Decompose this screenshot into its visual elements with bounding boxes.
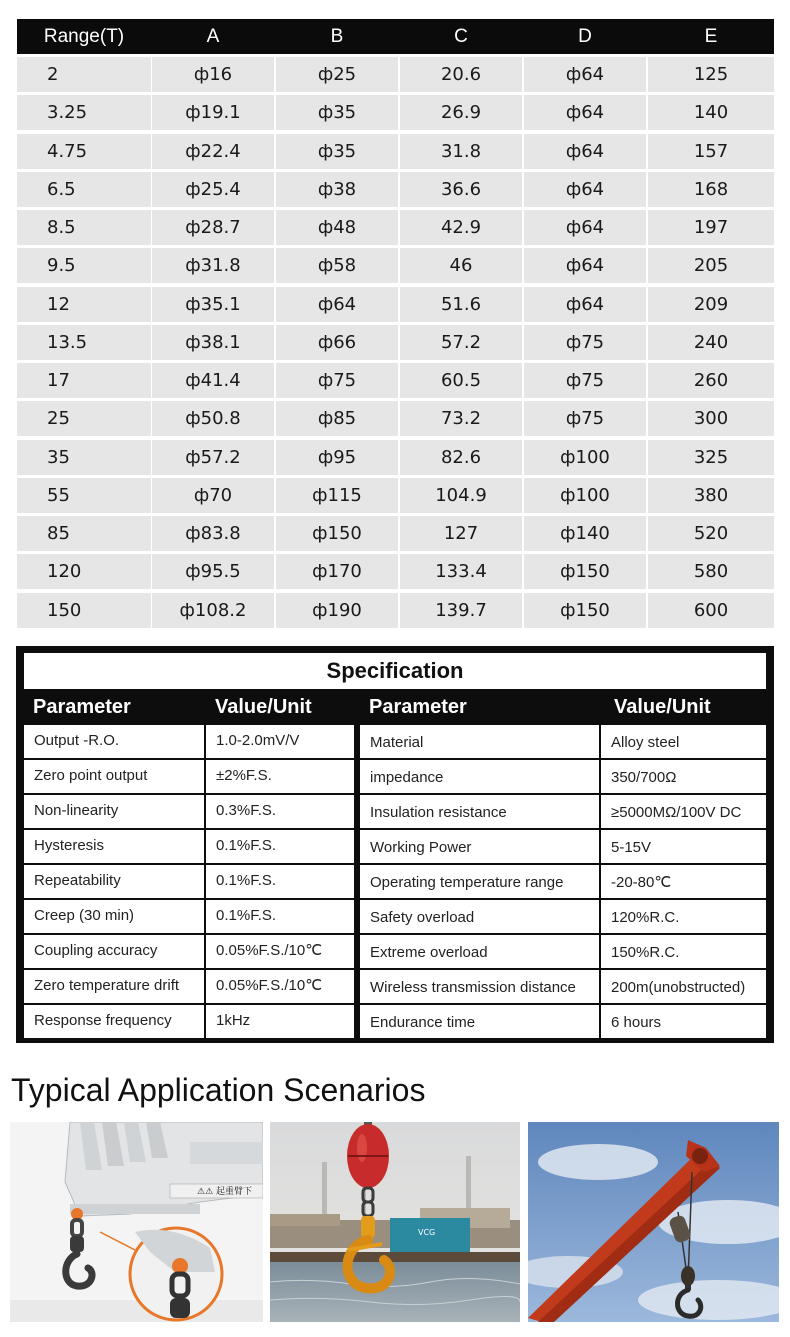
cell-c: 127 [400, 516, 522, 551]
cell-d: ф75 [524, 363, 646, 398]
table-row [17, 554, 774, 589]
spec-cell-parameter-right: impedance [360, 760, 599, 793]
spec-cell-parameter-right: Extreme overload [360, 935, 599, 968]
table-row [17, 401, 774, 436]
cell-c: 26.9 [400, 95, 522, 130]
spec-cell-parameter-left: Zero temperature drift [24, 970, 204, 1003]
table-row [17, 478, 774, 513]
boom-warning-label: ⚠⚠ 起重臂下 [197, 1187, 252, 1197]
spec-cell-value-left: 1.0-2.0mV/V [206, 725, 354, 758]
cell-range: 55 [17, 478, 151, 513]
cell-range: 2 [17, 57, 151, 92]
cell-b: ф75 [276, 363, 398, 398]
spec-cell-parameter-right: Working Power [360, 830, 599, 863]
building-sign: VCG [418, 1228, 436, 1237]
cell-d: ф64 [524, 95, 646, 130]
spec-cell-value-right: 5-15V [601, 830, 766, 863]
cell-d: ф75 [524, 401, 646, 436]
cell-b: ф64 [276, 287, 398, 322]
spec-cell-value-right: 150%R.C. [601, 935, 766, 968]
cell-a: ф19.1 [152, 95, 274, 130]
cell-d: ф100 [524, 478, 646, 513]
table-row [17, 210, 774, 245]
cell-e: 125 [648, 57, 774, 92]
cell-d: ф64 [524, 210, 646, 245]
cell-c: 36.6 [400, 172, 522, 207]
header-b: B [330, 26, 344, 47]
cell-a: ф95.5 [152, 554, 274, 589]
cell-b: ф35 [276, 95, 398, 130]
spec-cell-value-right: 350/700Ω [601, 760, 766, 793]
cell-c: 42.9 [400, 210, 522, 245]
header-e: E [704, 26, 718, 47]
spec-cell-parameter-left: Repeatability [24, 865, 204, 898]
cell-b: ф85 [276, 401, 398, 436]
spec-cell-parameter-right: Operating temperature range [360, 865, 599, 898]
cell-range: 4.75 [17, 134, 151, 169]
spec-cell-parameter-right: Insulation resistance [360, 795, 599, 828]
spec-cell-value-left: 0.1%F.S. [206, 865, 354, 898]
cell-b: ф150 [276, 516, 398, 551]
cell-range: 150 [17, 593, 151, 628]
table-row [17, 248, 774, 283]
spec-cell-parameter-right: Endurance time [360, 1005, 599, 1038]
applications-title: Typical Application Scenarios [11, 1072, 426, 1108]
cell-a: ф41.4 [152, 363, 274, 398]
spec-cell-value-left: 0.05%F.S./10℃ [206, 970, 354, 1003]
cell-range: 9.5 [17, 248, 151, 283]
cell-range: 12 [17, 287, 151, 322]
cell-range: 120 [17, 554, 151, 589]
spec-cell-parameter-left: Creep (30 min) [24, 900, 204, 933]
cell-b: ф170 [276, 554, 398, 589]
cell-c: 57.2 [400, 325, 522, 360]
cell-d: ф64 [524, 57, 646, 92]
spec-header-parameter-right: Parameter [369, 696, 467, 718]
spec-cell-value-right: 120%R.C. [601, 900, 766, 933]
table-row [17, 440, 774, 475]
table-row [17, 287, 774, 322]
cell-c: 46 [400, 248, 522, 283]
cell-e: 325 [648, 440, 774, 475]
table-row [17, 516, 774, 551]
header-c: C [454, 26, 468, 47]
cell-c: 31.8 [400, 134, 522, 169]
cell-d: ф64 [524, 172, 646, 207]
cell-a: ф28.7 [152, 210, 274, 245]
spec-cell-parameter-left: Output -R.O. [24, 725, 204, 758]
cell-e: 140 [648, 95, 774, 130]
spec-cell-value-right: ≥5000MΩ/100V DC [601, 795, 766, 828]
cell-b: ф190 [276, 593, 398, 628]
cell-a: ф31.8 [152, 248, 274, 283]
cell-e: 380 [648, 478, 774, 513]
spec-header-parameter-left: Parameter [33, 696, 131, 718]
header-a: A [206, 26, 220, 47]
spec-cell-value-left: 0.1%F.S. [206, 900, 354, 933]
cell-a: ф38.1 [152, 325, 274, 360]
spec-cell-parameter-left: Non-linearity [24, 795, 204, 828]
cell-b: ф48 [276, 210, 398, 245]
cell-a: ф35.1 [152, 287, 274, 322]
cell-d: ф64 [524, 287, 646, 322]
cell-b: ф95 [276, 440, 398, 475]
table-row [17, 172, 774, 207]
cell-e: 300 [648, 401, 774, 436]
header-range: Range(T) [43, 26, 125, 47]
cell-range: 13.5 [17, 325, 151, 360]
spec-cell-value-left: 1kHz [206, 1005, 354, 1038]
application-photo-crane-arm [528, 1122, 779, 1322]
spec-cell-value-left: 0.3%F.S. [206, 795, 354, 828]
spec-cell-value-left: 0.1%F.S. [206, 830, 354, 863]
cell-c: 73.2 [400, 401, 522, 436]
cell-b: ф38 [276, 172, 398, 207]
cell-e: 600 [648, 593, 774, 628]
table-row [17, 134, 774, 169]
table-row [17, 593, 774, 628]
spec-cell-value-right: 200m(unobstructed) [601, 970, 766, 1003]
cell-a: ф16 [152, 57, 274, 92]
cell-d: ф64 [524, 134, 646, 169]
cell-e: 157 [648, 134, 774, 169]
cell-c: 133.4 [400, 554, 522, 589]
spec-cell-value-right: 6 hours [601, 1005, 766, 1038]
spec-cell-parameter-left: Zero point output [24, 760, 204, 793]
cell-range: 17 [17, 363, 151, 398]
cell-a: ф25.4 [152, 172, 274, 207]
cell-e: 580 [648, 554, 774, 589]
cell-e: 240 [648, 325, 774, 360]
cell-b: ф25 [276, 57, 398, 92]
cell-a: ф70 [152, 478, 274, 513]
cell-e: 520 [648, 516, 774, 551]
spec-header-value-right: Value/Unit [614, 696, 711, 718]
spec-cell-value-right: -20-80℃ [601, 865, 766, 898]
cell-a: ф83.8 [152, 516, 274, 551]
spec-cell-parameter-left: Hysteresis [24, 830, 204, 863]
application-photo-crane-boom [10, 1122, 263, 1322]
cell-c: 104.9 [400, 478, 522, 513]
cell-range: 85 [17, 516, 151, 551]
cell-a: ф22.4 [152, 134, 274, 169]
cell-c: 60.5 [400, 363, 522, 398]
table-row [17, 95, 774, 130]
cell-b: ф115 [276, 478, 398, 513]
spec-cell-parameter-left: Response frequency [24, 1005, 204, 1038]
cell-a: ф50.8 [152, 401, 274, 436]
cell-b: ф58 [276, 248, 398, 283]
spec-cell-parameter-left: Coupling accuracy [24, 935, 204, 968]
spec-cell-parameter-right: Safety overload [360, 900, 599, 933]
specification-title: Specification [24, 653, 766, 689]
spec-header-value-left: Value/Unit [215, 696, 312, 718]
cell-d: ф75 [524, 325, 646, 360]
cell-e: 168 [648, 172, 774, 207]
cell-e: 197 [648, 210, 774, 245]
cell-d: ф150 [524, 554, 646, 589]
table-row [17, 325, 774, 360]
cell-b: ф66 [276, 325, 398, 360]
cell-c: 82.6 [400, 440, 522, 475]
cell-range: 25 [17, 401, 151, 436]
cell-b: ф35 [276, 134, 398, 169]
cell-c: 20.6 [400, 57, 522, 92]
table-row [17, 57, 774, 92]
cell-d: ф150 [524, 593, 646, 628]
spec-cell-value-right: Alloy steel [601, 725, 766, 758]
dimension-table-header [17, 19, 774, 54]
cell-e: 209 [648, 287, 774, 322]
cell-c: 139.7 [400, 593, 522, 628]
specification-panel [16, 646, 774, 1043]
cell-range: 35 [17, 440, 151, 475]
header-d: D [578, 26, 592, 47]
cell-a: ф57.2 [152, 440, 274, 475]
cell-e: 260 [648, 363, 774, 398]
application-photo-harbor-hook [270, 1122, 520, 1322]
cell-range: 6.5 [17, 172, 151, 207]
spec-cell-parameter-right: Material [360, 725, 599, 758]
cell-d: ф140 [524, 516, 646, 551]
table-row [17, 363, 774, 398]
spec-cell-parameter-right: Wireless transmission distance [360, 970, 599, 1003]
cell-d: ф100 [524, 440, 646, 475]
cell-d: ф64 [524, 248, 646, 283]
cell-c: 51.6 [400, 287, 522, 322]
cell-e: 205 [648, 248, 774, 283]
cell-range: 3.25 [17, 95, 151, 130]
cell-range: 8.5 [17, 210, 151, 245]
spec-cell-value-left: 0.05%F.S./10℃ [206, 935, 354, 968]
spec-cell-value-left: ±2%F.S. [206, 760, 354, 793]
cell-a: ф108.2 [152, 593, 274, 628]
